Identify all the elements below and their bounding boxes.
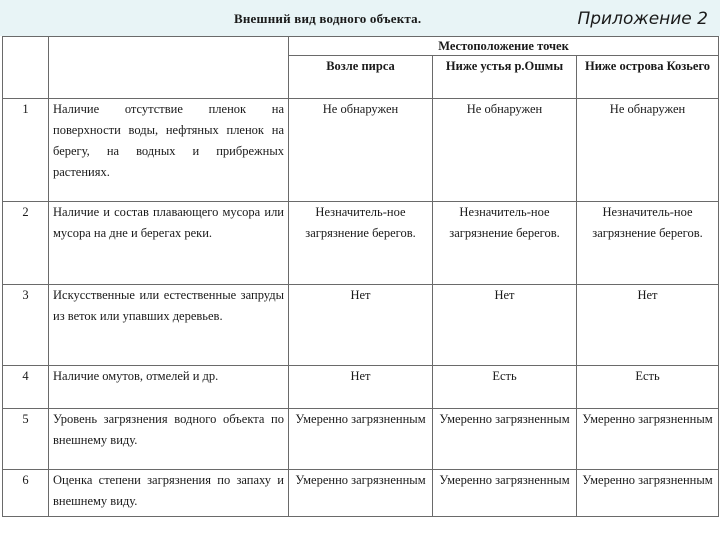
table-frame	[0, 36, 720, 540]
document-title: Внешний вид водного объекта.	[234, 11, 422, 26]
corner-cell	[3, 37, 49, 99]
row-description: Искусственные или естественные запруды из веток или упавших деревьев.	[49, 285, 289, 366]
row-number: 5	[3, 409, 49, 470]
location-header: Местоположение точек	[289, 37, 719, 56]
value-cell: Незначитель-ное загрязнение берегов.	[577, 202, 719, 285]
value-cell: Умеренно загрязненным	[433, 409, 577, 470]
row-number: 2	[3, 202, 49, 285]
value-cell: Умеренно загрязненным	[289, 470, 433, 517]
value-cell: Нет	[289, 366, 433, 409]
value-cell: Нет	[289, 285, 433, 366]
value-cell: Умеренно загрязненным	[577, 409, 719, 470]
point-header-pier: Возле пирса	[289, 56, 433, 99]
row-number: 1	[3, 99, 49, 202]
point-header-oshma: Ниже устья р.Ошмы	[433, 56, 577, 99]
row-number: 6	[3, 470, 49, 517]
value-cell: Нет	[577, 285, 719, 366]
row-description: Наличие отсутствие пленок на поверхности воды, нефтяных пленок на берегу, на водных и прибрежных растениях.	[49, 99, 289, 202]
table-row	[3, 470, 719, 517]
row-number: 3	[3, 285, 49, 366]
row-description: Оценка степени загрязнения по запаху и внешнему виду.	[49, 470, 289, 517]
value-cell: Не обнаружен	[289, 99, 433, 202]
table-row	[3, 409, 719, 470]
location-header-row	[3, 37, 719, 56]
value-cell: Незначитель-ное загрязнение берегов.	[289, 202, 433, 285]
water-observation-table	[2, 36, 719, 517]
value-cell: Нет	[433, 285, 577, 366]
value-cell: Не обнаружен	[433, 99, 577, 202]
value-cell: Умеренно загрязненным	[289, 409, 433, 470]
table-row	[3, 285, 719, 366]
table-row	[3, 202, 719, 285]
row-description: Наличие и состав плавающего мусора или мусора на дне и берегах реки.	[49, 202, 289, 285]
point-header-island: Ниже острова Козьего	[577, 56, 719, 99]
row-description: Уровень загрязнения водного объекта по внешнему виду.	[49, 409, 289, 470]
value-cell: Не обнаружен	[577, 99, 719, 202]
value-cell: Умеренно загрязненным	[577, 470, 719, 517]
appendix-label: Приложение 2	[577, 9, 708, 29]
row-description: Наличие омутов, отмелей и др.	[49, 366, 289, 409]
description-header-cell	[49, 37, 289, 99]
row-number: 4	[3, 366, 49, 409]
value-cell: Есть	[433, 366, 577, 409]
table-row	[3, 99, 719, 202]
value-cell: Незначитель-ное загрязнение берегов.	[433, 202, 577, 285]
value-cell: Есть	[577, 366, 719, 409]
table-row	[3, 366, 719, 409]
value-cell: Умеренно загрязненным	[433, 470, 577, 517]
